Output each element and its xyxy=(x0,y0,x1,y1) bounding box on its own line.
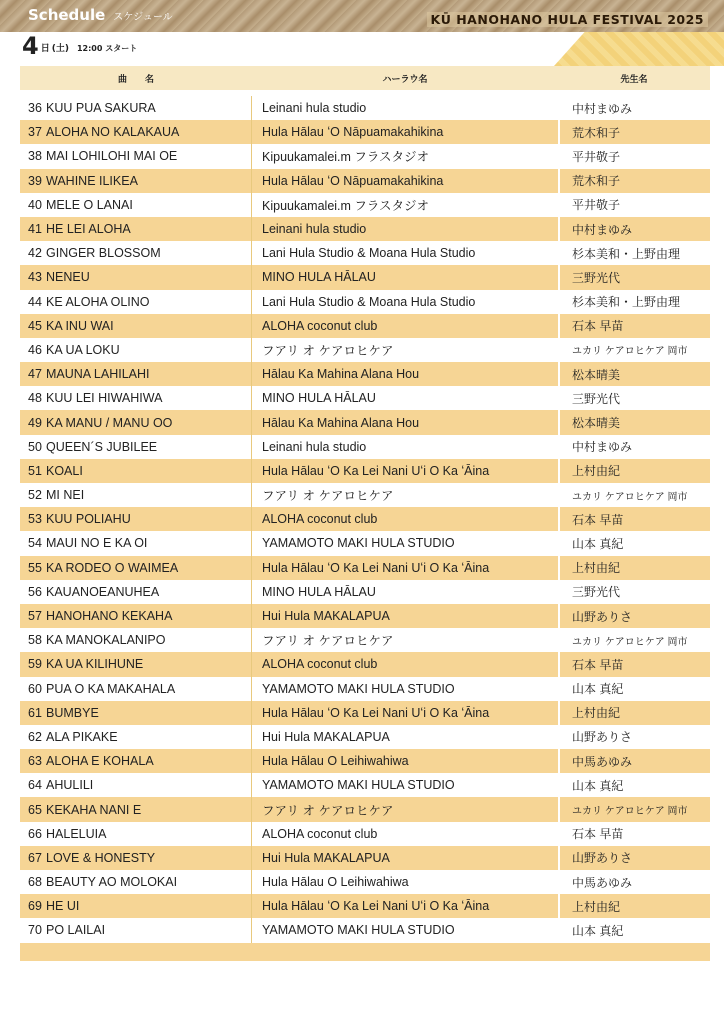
teacher-name: 山本 真紀 xyxy=(558,677,710,701)
teacher-name: 三野光代 xyxy=(558,580,710,604)
schedule-title-kana: スケジュール xyxy=(113,12,173,23)
halau-name: Kipuukamalei.m フラスタジオ xyxy=(262,198,430,213)
song-cell xyxy=(20,507,252,531)
program-number: 51 xyxy=(28,463,42,478)
halau-name: ALOHA coconut club xyxy=(262,318,378,333)
table-row xyxy=(20,894,710,918)
song-cell xyxy=(20,580,252,604)
song-cell xyxy=(20,604,252,628)
teacher-name: 山本 真紀 xyxy=(558,531,710,555)
table-row xyxy=(20,773,710,797)
teacher-name: ユカリ ケアロヒケア 岡市 xyxy=(558,797,710,821)
song-title: ALOHA NO KALAKAUA xyxy=(46,125,180,140)
table-row xyxy=(20,822,710,846)
song-title: AHULILI xyxy=(46,778,94,793)
teacher-name: 中馬あゆみ xyxy=(558,749,710,773)
halau-name: Hula Hālau ʻO Ka Lei Nani Uʻi O Ka ʻĀina xyxy=(262,705,490,720)
song-cell xyxy=(20,701,252,725)
table-row xyxy=(20,241,710,265)
program-number: 64 xyxy=(28,778,42,793)
song-cell xyxy=(20,797,252,821)
song-cell xyxy=(20,556,252,580)
song-title: KEKAHA NANI E xyxy=(46,802,142,817)
song-cell xyxy=(20,338,252,362)
table-row xyxy=(20,580,710,604)
song-title: KUU POLIAHU xyxy=(46,512,131,527)
halau-name: MINO HULA HĀLAU xyxy=(262,584,376,599)
song-title: KE ALOHA OLINO xyxy=(46,294,150,309)
table-row xyxy=(20,531,710,555)
song-title: KAUANOEANUHEA xyxy=(46,584,160,599)
song-title: LOVE & HONESTY xyxy=(46,850,156,865)
song-title: KA MANOKALANIPO xyxy=(46,633,166,648)
halau-name: フアリ オ ケアロヒケア xyxy=(262,803,394,818)
teacher-name: ユカリ ケアロヒケア 岡市 xyxy=(558,628,710,652)
song-title: WAHINE ILIKEA xyxy=(46,173,138,188)
header-banner xyxy=(0,0,724,32)
program-number: 52 xyxy=(28,488,42,503)
table-row xyxy=(20,338,710,362)
table-row xyxy=(20,435,710,459)
teacher-name: 上村由紀 xyxy=(558,894,710,918)
schedule-table xyxy=(20,66,710,961)
program-number: 39 xyxy=(28,173,42,188)
song-cell xyxy=(20,749,252,773)
song-title: ALA PIKAKE xyxy=(46,729,118,744)
table-body xyxy=(20,96,710,943)
teacher-name: ユカリ ケアロヒケア 岡市 xyxy=(558,338,710,362)
program-number: 69 xyxy=(28,899,42,914)
halau-name: Lani Hula Studio & Moana Hula Studio xyxy=(262,294,476,309)
song-title: KA RODEO O WAIMEA xyxy=(46,560,179,575)
song-cell xyxy=(20,217,252,241)
program-number: 43 xyxy=(28,270,42,285)
program-number: 50 xyxy=(28,439,42,454)
teacher-name: 上村由紀 xyxy=(558,701,710,725)
teacher-name: 山本 真紀 xyxy=(558,918,710,942)
program-number: 58 xyxy=(28,633,42,648)
song-cell xyxy=(20,531,252,555)
program-number: 63 xyxy=(28,754,42,769)
halau-name: Kipuukamalei.m フラスタジオ xyxy=(262,150,430,165)
decorative-pattern xyxy=(554,32,724,66)
song-title: MAUI NO E KA OI xyxy=(46,536,148,551)
program-number: 54 xyxy=(28,536,42,551)
song-cell xyxy=(20,894,252,918)
teacher-name: 平井敬子 xyxy=(558,193,710,217)
program-number: 53 xyxy=(28,512,42,527)
song-cell xyxy=(20,120,252,144)
column-header-halau: ハーラウ名 xyxy=(382,74,428,85)
song-title: NENEU xyxy=(46,270,90,285)
table-header xyxy=(20,66,710,90)
teacher-name: 杉本美和・上野由理 xyxy=(558,241,710,265)
weekday: (土) xyxy=(51,44,69,54)
table-row xyxy=(20,290,710,314)
program-number: 42 xyxy=(28,246,42,261)
halau-name: Hula Hālau O Leihiwahiwa xyxy=(262,754,409,769)
teacher-name: 中村まゆみ xyxy=(558,217,710,241)
song-cell xyxy=(20,144,252,168)
teacher-name: 石本 早苗 xyxy=(558,822,710,846)
song-cell xyxy=(20,314,252,338)
song-cell xyxy=(20,652,252,676)
teacher-name: 中馬あゆみ xyxy=(558,870,710,894)
halau-name: ALOHA coconut club xyxy=(262,826,378,841)
song-title: GINGER BLOSSOM xyxy=(46,246,161,261)
teacher-name: 三野光代 xyxy=(558,386,710,410)
song-title: MAUNA LAHILAHI xyxy=(46,367,150,382)
teacher-name: 荒木和子 xyxy=(558,120,710,144)
song-cell xyxy=(20,169,252,193)
song-title: HANOHANO KEKAHA xyxy=(46,609,173,624)
program-number: 44 xyxy=(28,294,42,309)
song-title: HE UI xyxy=(46,899,80,914)
program-number: 37 xyxy=(28,125,42,140)
song-cell xyxy=(20,410,252,434)
teacher-name: 杉本美和・上野由理 xyxy=(558,290,710,314)
table-row xyxy=(20,96,710,120)
song-title: KUU LEI HIWAHIWA xyxy=(46,391,163,406)
teacher-name: 中村まゆみ xyxy=(558,96,710,120)
song-title: QUEEN´S JUBILEE xyxy=(46,439,158,454)
program-number: 55 xyxy=(28,560,42,575)
table-row xyxy=(20,217,710,241)
program-number: 62 xyxy=(28,729,42,744)
song-title: KA INU WAI xyxy=(46,318,114,333)
program-number: 49 xyxy=(28,415,42,430)
song-cell xyxy=(20,265,252,289)
table-row xyxy=(20,459,710,483)
schedule-title xyxy=(28,6,173,24)
song-cell xyxy=(20,846,252,870)
halau-name: Leinani hula studio xyxy=(262,101,367,116)
song-title: BUMBYE xyxy=(46,705,99,720)
song-cell xyxy=(20,725,252,749)
halau-name: フアリ オ ケアロヒケア xyxy=(262,489,394,504)
program-number: 36 xyxy=(28,101,42,116)
table-row xyxy=(20,797,710,821)
teacher-name: 上村由紀 xyxy=(558,459,710,483)
teacher-name: 松本晴美 xyxy=(558,362,710,386)
table-row xyxy=(20,870,710,894)
halau-name: ALOHA coconut club xyxy=(262,657,378,672)
program-number: 68 xyxy=(28,875,42,890)
teacher-name: 山本 真紀 xyxy=(558,773,710,797)
table-row xyxy=(20,652,710,676)
festival-title: KŪ HANOHANO HULA FESTIVAL 2025 xyxy=(427,12,708,27)
song-cell xyxy=(20,193,252,217)
halau-name: フアリ オ ケアロヒケア xyxy=(262,343,394,358)
table-row xyxy=(20,144,710,168)
song-cell xyxy=(20,386,252,410)
table-row xyxy=(20,604,710,628)
halau-name: YAMAMOTO MAKI HULA STUDIO xyxy=(262,681,455,696)
teacher-name: 松本晴美 xyxy=(558,410,710,434)
program-number: 65 xyxy=(28,802,42,817)
song-title: KA UA LOKU xyxy=(46,342,120,357)
table-row xyxy=(20,410,710,434)
table-row xyxy=(20,265,710,289)
program-number: 61 xyxy=(28,705,42,720)
teacher-name: 石本 早苗 xyxy=(558,314,710,338)
teacher-name: 上村由紀 xyxy=(558,556,710,580)
halau-name: Hula Hālau ʻO Ka Lei Nani Uʻi O Ka ʻĀina xyxy=(262,560,490,575)
program-number: 56 xyxy=(28,584,42,599)
song-cell xyxy=(20,677,252,701)
table-row xyxy=(20,120,710,144)
program-number: 70 xyxy=(28,923,42,938)
program-number: 45 xyxy=(28,318,42,333)
table-row xyxy=(20,362,710,386)
program-number: 57 xyxy=(28,609,42,624)
table-row xyxy=(20,628,710,652)
song-cell xyxy=(20,773,252,797)
event-date xyxy=(22,34,137,58)
song-cell xyxy=(20,290,252,314)
table-row xyxy=(20,749,710,773)
program-number: 40 xyxy=(28,197,42,212)
song-cell xyxy=(20,241,252,265)
halau-name: Hui Hula MAKALAPUA xyxy=(262,729,390,744)
schedule-title-text: Schedule xyxy=(28,6,106,24)
teacher-name: 石本 早苗 xyxy=(558,652,710,676)
column-header-song: 曲 名 xyxy=(117,74,154,85)
program-number: 67 xyxy=(28,850,42,865)
program-number: 47 xyxy=(28,367,42,382)
halau-name: MINO HULA HĀLAU xyxy=(262,270,376,285)
song-title: KOALI xyxy=(46,463,83,478)
teacher-name: 山野ありさ xyxy=(558,846,710,870)
start-time: 12:00 スタート xyxy=(76,44,138,53)
halau-name: Hālau Ka Mahina Alana Hou xyxy=(262,367,420,382)
halau-name: MINO HULA HĀLAU xyxy=(262,391,376,406)
program-number: 38 xyxy=(28,149,42,164)
teacher-name: 三野光代 xyxy=(558,265,710,289)
halau-name: Leinani hula studio xyxy=(262,222,367,237)
halau-name: Hula Hālau ʻO Nāpuamakahikina xyxy=(262,173,444,188)
song-cell xyxy=(20,918,252,942)
halau-name: フアリ オ ケアロヒケア xyxy=(262,634,394,649)
program-number: 48 xyxy=(28,391,42,406)
song-title: HALELUIA xyxy=(46,826,107,841)
halau-name: Hui Hula MAKALAPUA xyxy=(262,850,390,865)
teacher-name: 山野ありさ xyxy=(558,604,710,628)
song-title: PUA O KA MAKAHALA xyxy=(46,681,176,696)
program-number: 60 xyxy=(28,681,42,696)
teacher-name: 荒木和子 xyxy=(558,169,710,193)
song-cell xyxy=(20,459,252,483)
table-footer xyxy=(20,943,710,961)
song-title: MELE O LANAI xyxy=(46,197,133,212)
teacher-name: 山野ありさ xyxy=(558,725,710,749)
song-title: HE LEI ALOHA xyxy=(46,222,131,237)
table-row xyxy=(20,386,710,410)
program-number: 66 xyxy=(28,826,42,841)
halau-name: Hula Hālau ʻO Nāpuamakahikina xyxy=(262,125,444,140)
song-title: MI NEI xyxy=(46,488,85,503)
halau-name: Hula Hālau O Leihiwahiwa xyxy=(262,875,409,890)
table-row xyxy=(20,846,710,870)
halau-name: ALOHA coconut club xyxy=(262,512,378,527)
halau-name: YAMAMOTO MAKI HULA STUDIO xyxy=(262,923,455,938)
table-row xyxy=(20,918,710,942)
halau-name: YAMAMOTO MAKI HULA STUDIO xyxy=(262,536,455,551)
table-row xyxy=(20,193,710,217)
teacher-name: 中村まゆみ xyxy=(558,435,710,459)
halau-name: Leinani hula studio xyxy=(262,439,367,454)
table-row xyxy=(20,483,710,507)
table-row xyxy=(20,169,710,193)
halau-name: YAMAMOTO MAKI HULA STUDIO xyxy=(262,778,455,793)
table-row xyxy=(20,507,710,531)
halau-name: Hula Hālau ʻO Ka Lei Nani Uʻi O Ka ʻĀina xyxy=(262,899,490,914)
song-cell xyxy=(20,483,252,507)
table-row xyxy=(20,701,710,725)
table-row xyxy=(20,314,710,338)
song-title: PO LAILAI xyxy=(46,923,106,938)
song-title: KA MANU / MANU OO xyxy=(46,415,173,430)
song-title: KA UA KILIHUNE xyxy=(46,657,144,672)
table-row xyxy=(20,556,710,580)
halau-name: Hālau Ka Mahina Alana Hou xyxy=(262,415,420,430)
song-title: MAI LOHILOHI MAI OE xyxy=(46,149,178,164)
halau-name: Hula Hālau ʻO Ka Lei Nani Uʻi O Ka ʻĀina xyxy=(262,463,490,478)
song-cell xyxy=(20,628,252,652)
song-title: ALOHA E KOHALA xyxy=(46,754,154,769)
day-unit: 日 xyxy=(40,44,50,54)
table-row xyxy=(20,677,710,701)
program-number: 46 xyxy=(28,342,42,357)
song-title: KUU PUA SAKURA xyxy=(46,101,156,116)
halau-name: Lani Hula Studio & Moana Hula Studio xyxy=(262,246,476,261)
column-header-teacher: 先生名 xyxy=(620,74,648,85)
teacher-name: 石本 早苗 xyxy=(558,507,710,531)
teacher-name: ユカリ ケアロヒケア 岡市 xyxy=(558,483,710,507)
halau-name: Hui Hula MAKALAPUA xyxy=(262,609,390,624)
table-row xyxy=(20,725,710,749)
song-cell xyxy=(20,362,252,386)
day-number: 4 xyxy=(22,32,39,60)
song-cell xyxy=(20,822,252,846)
song-cell xyxy=(20,435,252,459)
song-cell xyxy=(20,96,252,120)
song-title: BEAUTY AO MOLOKAI xyxy=(46,875,178,890)
program-number: 41 xyxy=(28,222,42,237)
teacher-name: 平井敬子 xyxy=(558,144,710,168)
program-number: 59 xyxy=(28,657,42,672)
song-cell xyxy=(20,870,252,894)
